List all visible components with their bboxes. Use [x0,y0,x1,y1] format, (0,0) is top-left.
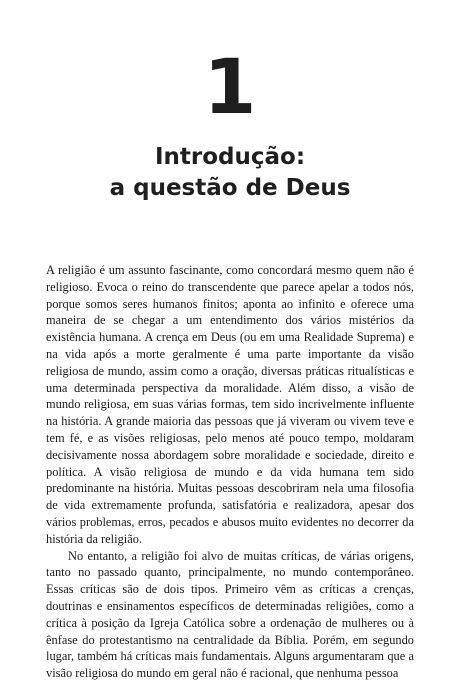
chapter-title-line-2: a questão de Deus [109,175,351,201]
chapter-title-line-1: Introdução: [154,144,306,170]
chapter-title [0,142,460,204]
body-text [46,262,414,682]
chapter-number: 1 [203,42,257,131]
paragraph: No entanto, a religião foi alvo de muitas críticas, de várias origens, tanto no passado quanto, principalmente, no mundo contemporâneo. Essas críticas são de dois tipos. Primeiro vêm as críticas a crenças, doutrinas e ensinamentos específicos de determinadas religiões, como a crítica à posição da Igreja Católica sobre a ordenação de mulheres ou à ênfase do protestantismo na centralidade da Bíblia. Porém, em segundo lugar, também há críticas mais fundamentais. Alguns argumentaram que a visão religiosa do mundo em geral não é racional, que nenhuma pessoa [46,548,414,681]
paragraph: A religião é um assunto fascinante, como concordará mesmo quem não é religioso. Evoca o reino do transcendente que parece apelar a todos nós, porque somos seres humanos finitos; aponta ao infinito e oferece uma maneira de se chegar a um entendimento dos vários mistérios da existência humana. A crença em Deus (ou em uma Realidade Suprema) e na vida após a morte geralmente é uma parte importante da visão religiosa de mundo, assim como a oração, diversas práticas ritualísticas e uma determinada perspectiva da moralidade. Além disso, a visão de mundo religiosa, em suas várias formas, tem sido incrivelmente influente na história. A grande maioria das pessoas que já viveram ou vivem teve e tem fé, e as visões religiosas, pelo menos até pouco tempo, moldaram decisivamente nossa abordagem sobre moralidade e sociedade, direito e política. A visão religiosa de mundo e da vida humana tem sido predominante na história. Muitas pessoas descobriram nela uma filosofia de vida extremamente profunda, satisfatória e realizadora, apesar dos vários problemas, erros, pecados e abusos muito evidentes no decorrer da história da religião. [46,263,414,546]
